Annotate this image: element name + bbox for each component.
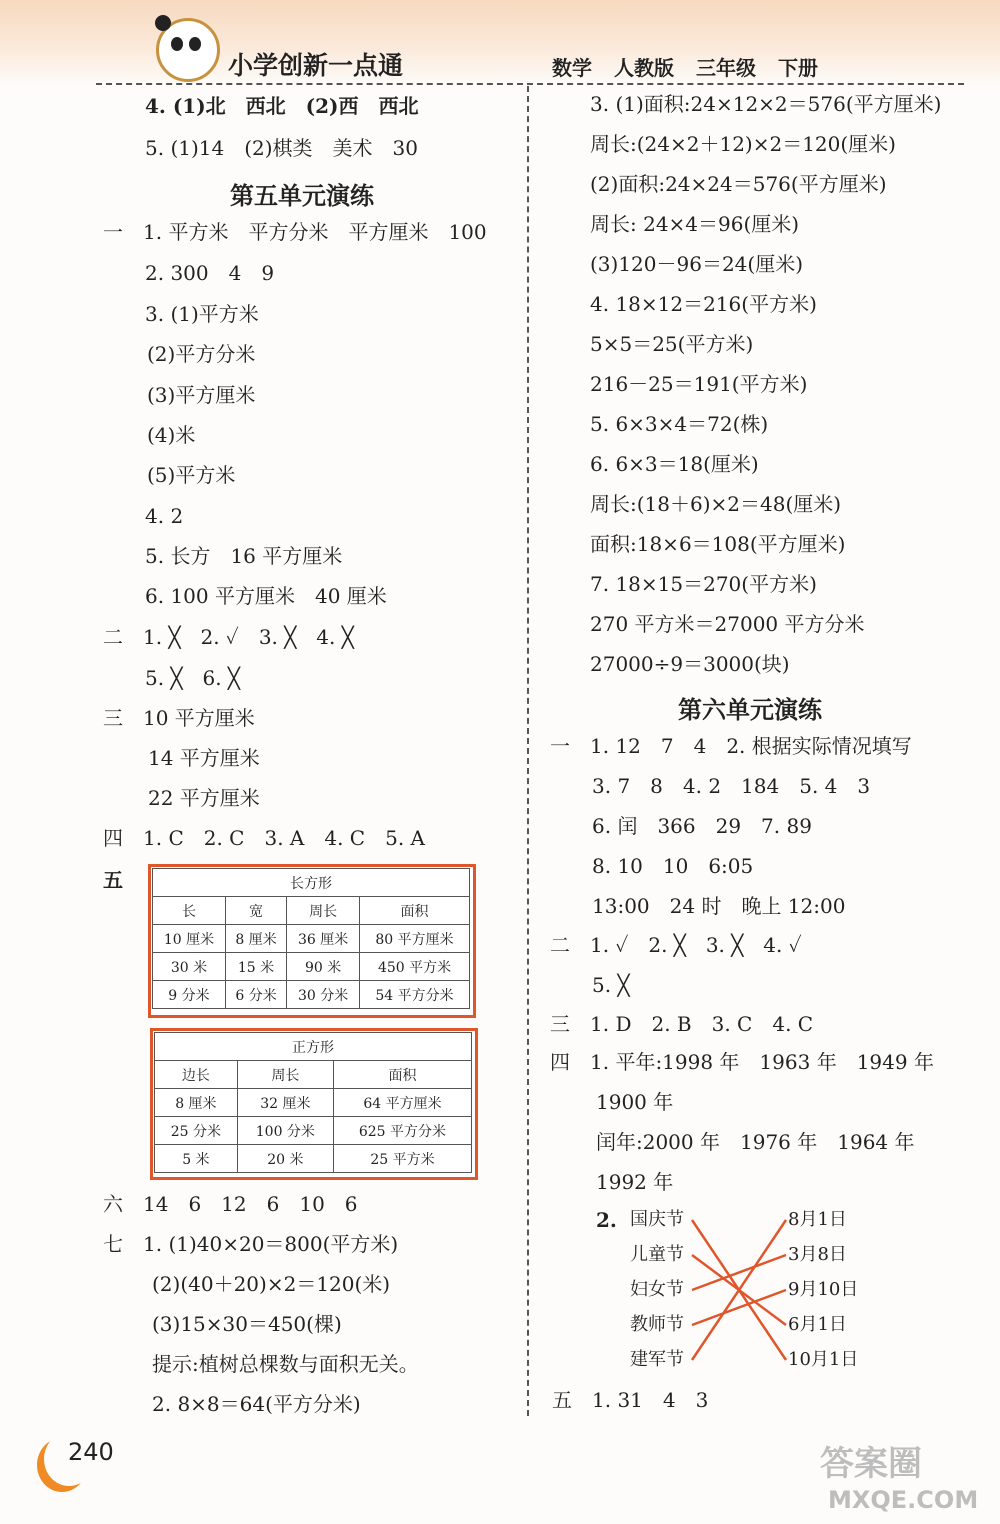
watermark-logo: 答案圈 <box>820 1444 922 1484</box>
table-cell: 32 厘米 <box>237 1089 333 1117</box>
subject: 数学 <box>552 56 592 80</box>
page-number: 240 <box>68 1438 114 1466</box>
table-cell: 64 平方厘米 <box>333 1089 471 1117</box>
table-cell: 8 厘米 <box>225 925 286 953</box>
table-cell: 36 厘米 <box>287 925 360 953</box>
table-cell: 30 米 <box>153 953 226 981</box>
date-item: 10月1日 <box>788 1349 859 1370</box>
table-cell: 15 米 <box>225 953 286 981</box>
match-line <box>692 1290 786 1325</box>
answer-line: 2. <box>596 1208 617 1232</box>
match-line <box>692 1255 786 1290</box>
answer-line: 1992 年 <box>596 1170 674 1194</box>
table-cell: 100 分米 <box>237 1117 333 1145</box>
volume: 下册 <box>778 56 818 80</box>
table-cell: 54 平方分米 <box>360 981 470 1009</box>
answer-line: 闰年:2000 年 1976 年 1964 年 <box>596 1130 915 1154</box>
answer-line: 216－25＝191(平方米) <box>590 372 808 396</box>
answer-line: 5. 长方 16 平方厘米 <box>145 544 343 568</box>
answer-line: 2. 8×8＝64(平方分米) <box>152 1392 361 1416</box>
table-header: 周长 <box>287 897 360 925</box>
answer-line: 4. (1)北 西北 (2)西 西北 <box>145 94 419 118</box>
answer-line: 2. 300 4 9 <box>145 261 275 285</box>
table-header: 周长 <box>237 1061 333 1089</box>
table-cell: 20 米 <box>237 1145 333 1173</box>
answer-line: 7. 18×15＝270(平方米) <box>590 572 817 596</box>
answer-line: 六 14 6 12 6 10 6 <box>103 1192 358 1216</box>
answer-line: 5. ╳ 6. ╳ <box>145 666 240 690</box>
table-cell: 25 平方米 <box>333 1145 471 1173</box>
festival-item: 国庆节 <box>630 1209 684 1230</box>
answer-line: 270 平方米＝27000 平方分米 <box>590 612 865 636</box>
table-cell: 10 厘米 <box>153 925 226 953</box>
table-header: 边长 <box>155 1061 238 1089</box>
answer-line: 6. 闰 366 29 7. 89 <box>592 814 812 838</box>
table-cell: 80 平方厘米 <box>360 925 470 953</box>
answer-line: (2)面积:24×24＝576(平方厘米) <box>590 172 887 196</box>
answer-line: 二 1. ╳ 2. ✓ 3. ╳ 4. ╳ <box>103 625 354 649</box>
unit6-title: 第六单元演练 <box>678 695 822 724</box>
table-cell: 30 分米 <box>287 981 360 1009</box>
answer-line: 4. 18×12＝216(平方米) <box>590 292 817 316</box>
answer-line: 三 1. D 2. B 3. C 4. C <box>550 1012 814 1036</box>
answer-line: 8. 10 10 6:05 <box>592 854 754 878</box>
answer-line: 3. (1)平方米 <box>145 302 259 326</box>
answer-line: (3)平方厘米 <box>147 383 256 407</box>
answer-line: 周长:(24×2＋12)×2＝120(厘米) <box>590 132 896 156</box>
answer-line: 一 1. 平方米 平方分米 平方厘米 100 <box>103 220 487 244</box>
answer-line: (4)米 <box>147 423 196 447</box>
table-cell: 25 分米 <box>155 1117 238 1145</box>
answer-line: (2)平方分米 <box>147 342 256 366</box>
festival-item: 妇女节 <box>630 1279 684 1300</box>
table-header: 宽 <box>225 897 286 925</box>
answer-line: 5. (1)14 (2)棋类 美术 30 <box>145 136 418 160</box>
table-cell: 625 平方分米 <box>333 1117 471 1145</box>
answer-line: 5×5＝25(平方米) <box>590 332 754 356</box>
date-item: 3月8日 <box>788 1244 847 1265</box>
series-title: 小学创新一点通 <box>228 51 404 80</box>
answer-line: (5)平方米 <box>147 463 236 487</box>
answer-line: 一 1. 12 7 4 2. 根据实际情况填写 <box>550 734 912 758</box>
table-header: 长 <box>153 897 226 925</box>
table-cell: 6 分米 <box>225 981 286 1009</box>
answer-line: 提示:植树总棵数与面积无关。 <box>152 1352 419 1376</box>
answer-line: 五 1. 31 4 3 <box>552 1388 709 1412</box>
answer-line: 5. ╳ <box>592 973 630 997</box>
answer-line: 6. 100 平方厘米 40 厘米 <box>145 584 387 608</box>
table-title: 长方形 <box>153 869 470 897</box>
answer-line: 二 1. ✓ 2. ╳ 3. ╳ 4. ✓ <box>550 933 802 957</box>
date-item: 9月10日 <box>788 1279 859 1300</box>
answer-line: (3)15×30＝450(棵) <box>152 1312 342 1336</box>
table-header: 面积 <box>333 1061 471 1089</box>
answer-line: 面积:18×6＝108(平方厘米) <box>590 532 846 556</box>
answer-line: 1900 年 <box>596 1090 674 1114</box>
answer-line: 四 1. 平年:1998 年 1963 年 1949 年 <box>550 1050 934 1074</box>
edition: 人教版 <box>614 56 674 80</box>
table-header: 面积 <box>360 897 470 925</box>
date-item: 8月1日 <box>788 1209 847 1230</box>
answer-line: 13:00 24 时 晚上 12:00 <box>592 894 846 918</box>
table-cell: 450 平方米 <box>360 953 470 981</box>
festival-item: 建军节 <box>630 1349 684 1370</box>
answer-line: 22 平方厘米 <box>148 786 260 810</box>
answer-line: 七 1. (1)40×20＝800(平方米) <box>103 1232 399 1256</box>
answer-line: 6. 6×3＝18(厘米) <box>590 452 759 476</box>
table-cell: 8 厘米 <box>155 1089 238 1117</box>
table-cell: 90 米 <box>287 953 360 981</box>
table-cell: 5 米 <box>155 1145 238 1173</box>
festival-item: 儿童节 <box>630 1244 684 1265</box>
answer-line: 周长:(18＋6)×2＝48(厘米) <box>590 492 842 516</box>
answer-line: 3. 7 8 4. 2 184 5. 4 3 <box>592 774 871 798</box>
section-label: 五 <box>103 868 123 892</box>
table-cell: 9 分米 <box>153 981 226 1009</box>
answer-line: 5. 6×3×4＝72(株) <box>590 412 769 436</box>
answer-line: 周长: 24×4＝96(厘米) <box>590 212 800 236</box>
answer-line: 四 1. C 2. C 3. A 4. C 5. A <box>103 826 425 850</box>
watermark-url: MXQE.COM <box>828 1486 979 1514</box>
table-title: 正方形 <box>155 1033 472 1061</box>
festival-item: 教师节 <box>630 1314 684 1335</box>
unit5-title: 第五单元演练 <box>230 181 374 210</box>
grade: 三年级 <box>696 56 756 80</box>
answer-line: 4. 2 <box>145 504 184 528</box>
date-item: 6月1日 <box>788 1314 847 1335</box>
answer-line: 14 平方厘米 <box>148 746 260 770</box>
answer-line: 三 10 平方厘米 <box>103 706 255 730</box>
answer-line: 3. (1)面积:24×12×2＝576(平方厘米) <box>590 92 942 116</box>
answer-line: (2)(40＋20)×2＝120(米) <box>152 1272 391 1296</box>
answer-line: (3)120－96＝24(厘米) <box>590 252 804 276</box>
answer-line: 27000÷9＝3000(块) <box>590 652 790 676</box>
